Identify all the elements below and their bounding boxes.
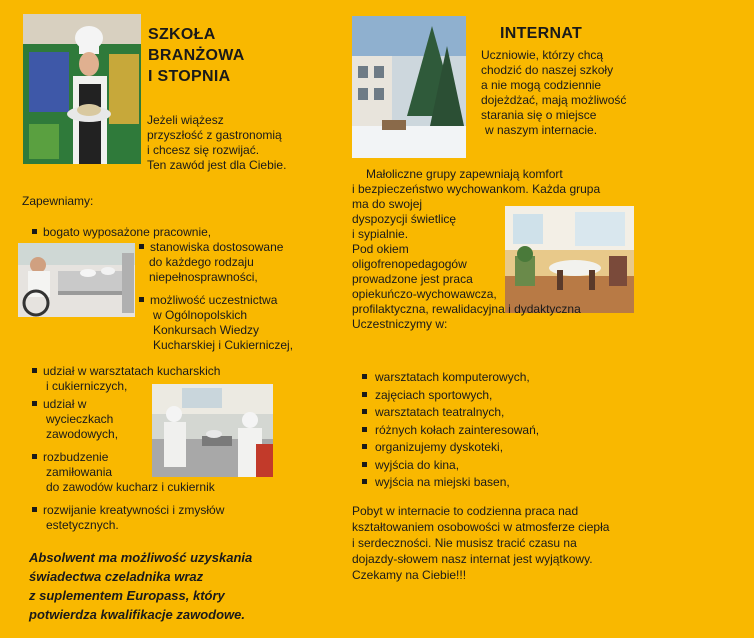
activity-item: warsztatach teatralnych,	[362, 404, 539, 422]
bullet-2	[139, 240, 283, 285]
activity-item: warsztatach komputerowych,	[362, 369, 539, 387]
title-line: I STOPNIA	[148, 68, 231, 85]
groups-line: Uczestniczymy w:	[352, 317, 448, 331]
closing-line: z suplementem Europass, który	[29, 588, 225, 603]
groups-line: Małoliczne grupy zapewniają komfort	[366, 167, 563, 181]
bullet-text: udział w warsztatach kucharskich	[43, 364, 221, 378]
activity-item: różnych kołach zainteresowań,	[362, 422, 539, 440]
intro-line: Uczniowie, którzy chcą	[481, 48, 604, 62]
groups-line: dyspozycji świetlicę	[352, 212, 457, 226]
intro-line: starania się o miejsce	[481, 108, 597, 122]
bullet-text: w Ogólnopolskich	[153, 308, 248, 322]
bullet-text: estetycznych.	[46, 518, 119, 532]
bullet-square	[32, 229, 37, 234]
outro-line: i serdeczności. Nie musisz tracić czasu na	[352, 536, 577, 550]
groups-line: Pod okiem	[352, 242, 409, 256]
dormitory-intro	[481, 48, 626, 138]
bullet-text: niepełnosprawności,	[149, 270, 258, 284]
bullet-7	[32, 503, 224, 533]
intro-line: a nie mogą codziennie	[481, 78, 602, 92]
activities-list	[362, 369, 539, 492]
bullet-text: do każdego rodzaju	[149, 255, 254, 269]
groups-line: ma do swojej	[352, 197, 423, 211]
outro-line: Czekamy na Ciebie!!!	[352, 568, 467, 582]
bullet-text: rozbudzenie	[43, 450, 109, 464]
bullet-text: możliwość uczestnictwa	[150, 293, 278, 307]
groups-line: i bezpieczeństwo wychowankom. Każda grupa	[352, 182, 601, 196]
bullet-text: wycieczkach	[46, 412, 114, 426]
intro-line: Ten zawód jest dla Ciebie.	[147, 158, 287, 172]
bullet-1	[32, 225, 211, 240]
closing-line: potwierdza kwalifikacje zawodowe.	[29, 607, 246, 622]
bullet-6	[32, 450, 215, 495]
bullet-text: udział w	[43, 397, 87, 411]
bullet-square	[32, 368, 37, 373]
activity-item: zajęciach sportowych,	[362, 387, 539, 405]
intro-line: dojeżdżać, mają możliwość	[481, 93, 627, 107]
title-line: BRANŻOWA	[148, 47, 245, 64]
bullet-square	[139, 244, 144, 249]
activity-item: organizujemy dyskoteki,	[362, 439, 539, 457]
bullet-text: zawodowych,	[46, 427, 119, 441]
zapewniamy-heading: Zapewniamy:	[22, 194, 94, 208]
school-intro	[147, 113, 286, 173]
dormitory-title: INTERNAT	[500, 25, 583, 42]
school-title	[148, 24, 245, 87]
chef-photo	[23, 14, 141, 164]
bullet-square	[32, 401, 37, 406]
bullet-text: stanowiska dostosowane	[150, 240, 284, 254]
bullet-square	[32, 454, 37, 459]
intro-line: i chcesz się rozwijać.	[147, 143, 260, 157]
graduate-note	[29, 548, 252, 624]
closing-line: świadectwa czeladnika wraz	[29, 569, 204, 584]
outro-line: dojazdy-słowem nasz internat jest wyjątkowy.	[352, 552, 593, 566]
groups-line: i sypialnie.	[352, 227, 409, 241]
wheelchair-kitchen-photo	[18, 243, 135, 317]
outro-line: Pobyt w internacie to codzienna praca nad	[352, 504, 579, 518]
outro-line: kształtowaniem osobowości w atmosferze ciepła	[352, 520, 610, 534]
closing-line: Absolwent ma możliwość uzyskania	[29, 550, 253, 565]
bullet-5	[32, 397, 118, 442]
outro-paragraph	[352, 503, 609, 583]
intro-line: przyszłość z gastronomią	[147, 128, 282, 142]
bullet-square	[139, 297, 144, 302]
intro-line: Jeżeli wiążesz	[147, 113, 224, 127]
bullet-text: rozwijanie kreatywności i zmysłów	[43, 503, 225, 517]
dormitory-winter-photo	[352, 16, 466, 158]
bullet-text: do zawodów kucharz i cukiernik	[46, 480, 215, 494]
bullet-square	[32, 507, 37, 512]
groups-paragraph	[352, 167, 600, 332]
bullet-3	[139, 293, 293, 353]
bullet-text: zamiłowania	[46, 465, 113, 479]
groups-line: profilaktyczna, rewalidacyjna i dydaktyczna	[352, 302, 581, 316]
activity-item: wyjścia na miejski basen,	[362, 474, 539, 492]
intro-line: chodzić do naszej szkoły	[481, 63, 614, 77]
activity-item: wyjścia do kina,	[362, 457, 539, 475]
title-line: SZKOŁA	[148, 26, 216, 43]
groups-line: prowadzone jest praca	[352, 272, 473, 286]
groups-line: opiekuńczo-wychowawcza,	[352, 287, 497, 301]
intro-line: w naszym internacie.	[485, 123, 598, 137]
bullet-text: Konkursach Wiedzy	[153, 323, 260, 337]
bullet-text: Kucharskiej i Cukierniczej,	[153, 338, 294, 352]
groups-line: oligofrenopedagogów	[352, 257, 467, 271]
bullet-text: i cukierniczych,	[46, 379, 128, 393]
bullet-text: bogato wyposażone pracownie,	[43, 225, 212, 239]
